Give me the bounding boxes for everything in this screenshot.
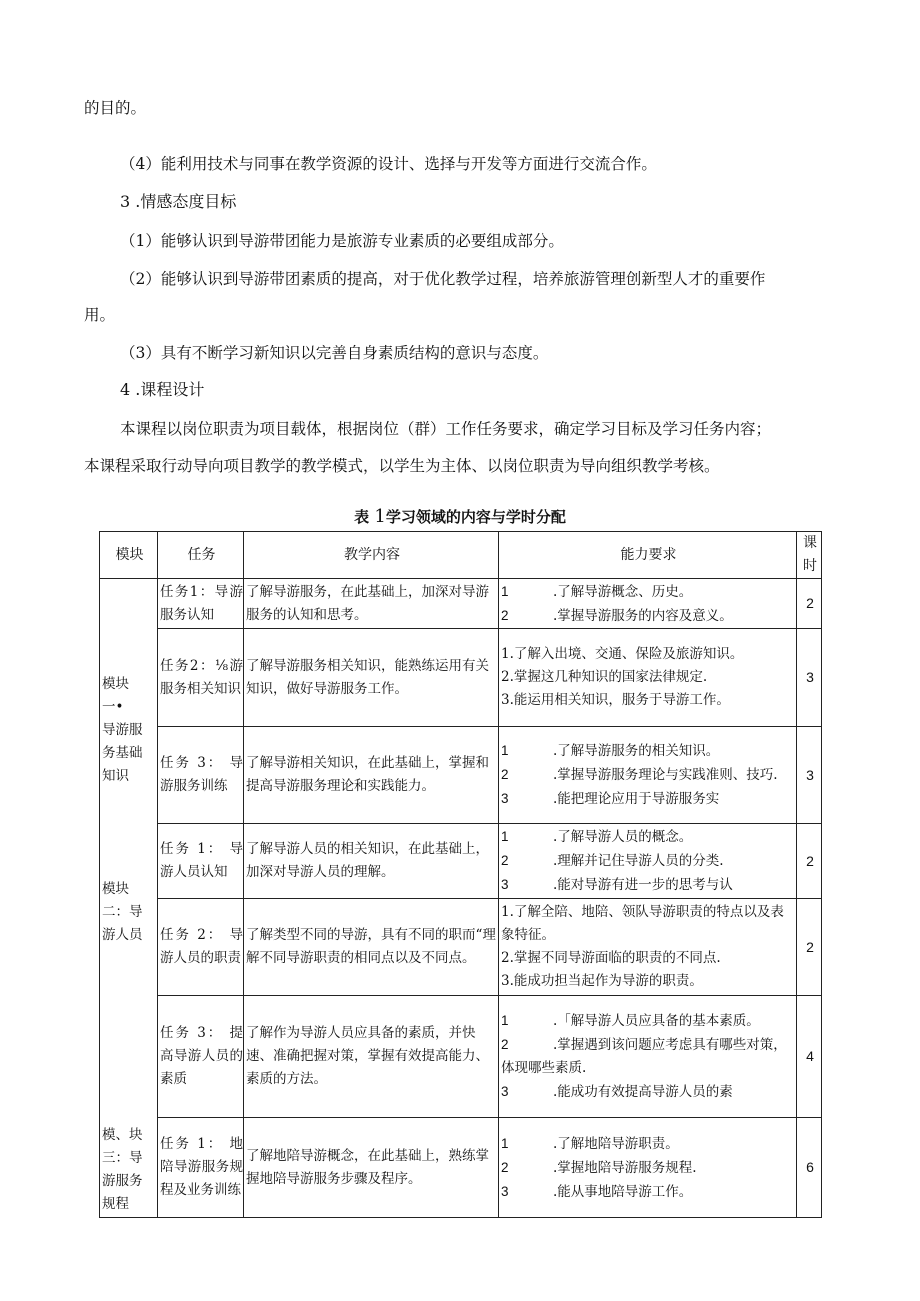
ability-cell — [499, 899, 797, 996]
paragraph-1: 的目的。 — [84, 99, 147, 117]
task-cell: 任务1：导游服务认知 — [158, 579, 244, 629]
content-cell: 了解导游人员的相关知识，在此基础上，加深对导游人员的理解。 — [244, 824, 499, 899]
section-heading-3: 3 .情感态度目标 — [120, 192, 237, 211]
hours-cell: 2 — [797, 899, 822, 996]
ability-cell — [499, 996, 797, 1118]
paragraph-4-cont: 用。 — [84, 306, 116, 324]
hours-cell: 2 — [797, 824, 822, 899]
header-ability: 能力要求 — [499, 532, 797, 579]
table-row — [100, 727, 822, 824]
ability-item: 1 .了解导游服务的相关知识。 — [501, 743, 720, 759]
hours-cell: 2 — [797, 579, 822, 629]
content-hours-table — [99, 531, 822, 1218]
module-cell — [100, 824, 158, 1118]
hours-cell: 3 — [797, 727, 822, 824]
table-row — [100, 1118, 822, 1218]
ability-item: 1 .了解导游概念、历史。 — [501, 583, 693, 600]
ability-item: 3.能成功担当起作为导游的职责。 — [501, 973, 703, 989]
table-header-row — [100, 532, 822, 579]
header-module: 模块 — [100, 532, 158, 579]
ability-item: 2.掌握这几种知识的国家法律规定. — [501, 669, 708, 685]
table-row — [100, 996, 822, 1118]
paragraph-6: 本课程以岗位职责为项目载体，根据岗位（群）工作任务要求，确定学习目标及学习任务内容； — [120, 420, 772, 438]
caption-prefix: 表 — [354, 508, 370, 526]
module-label: 模、块 三：导 游服务 规程 — [102, 1126, 143, 1212]
ability-item: 2 .掌握导游服务的内容及意义。 — [501, 607, 733, 624]
paragraph-2: （4）能利用技术与同事在教学资源的设计、选择与开发等方面进行交流合作。 — [120, 155, 657, 173]
hours-cell: 3 — [797, 629, 822, 727]
module-cell — [100, 579, 158, 824]
task-cell: 任务 3： 提高导游人员的素质 — [158, 996, 244, 1118]
table-row — [100, 899, 822, 996]
task-cell: 任务 1： 导游人员认知 — [158, 824, 244, 899]
ability-cell — [499, 727, 797, 824]
content-cell: 了解导游服务相关知识，能熟练运用有关知识，做好导游服务工作。 — [244, 629, 499, 727]
caption-number: 1 — [374, 506, 386, 527]
content-cell: 了解导游服务，在此基础上，加深对导游服务的认知和思考。 — [244, 579, 499, 629]
ability-item: 3.能运用相关知识，服务于导游工作。 — [501, 692, 730, 708]
ability-item: 1.了解入出境、交通、保险及旅游知识。 — [501, 646, 744, 662]
caption-text: 学习领域的内容与学时分配 — [385, 508, 566, 526]
hours-cell: 6 — [797, 1118, 822, 1218]
ability-item: 1 .了解导游人员的概念。 — [501, 829, 693, 845]
content-cell: 了解类型不同的导游，具有不同的职而“理解不同导游职责的相同点以及不同点。 — [244, 899, 499, 996]
content-cell: 了解导游相关知识，在此基础上，掌握和提高导游服务理论和实践能力。 — [244, 727, 499, 824]
table-row — [100, 824, 822, 899]
header-hours: 课时 — [797, 532, 822, 579]
paragraph-4: （2）能够认识到导游带团素质的提高，对于优化教学过程，培养旅游管理创新型人才的重要作 — [120, 270, 766, 288]
ability-item: 2 .掌握地陪导游服务规程. — [501, 1159, 697, 1176]
module-label: 模块 二：导 游人员 — [102, 880, 143, 943]
ability-cell — [499, 1118, 797, 1218]
ability-cell — [499, 629, 797, 727]
task-cell: 任务2：⅛游服务相关知识 — [158, 629, 244, 727]
module-cell — [100, 1118, 158, 1218]
ability-item: 2 .掌握导游服务理论与实践准则、技巧. — [501, 767, 778, 783]
ability-item: 1.了解全陪、地陪、领队导游职责的特点以及表象特征。 — [501, 904, 784, 943]
content-cell: 了解地陪导游概念，在此基础上，熟练掌握地陪导游服务步骤及程序。 — [244, 1118, 499, 1218]
table-row — [100, 629, 822, 727]
ability-item: 1 .「解导游人员应具备的基本素质。 — [501, 1013, 760, 1029]
ability-cell — [499, 579, 797, 629]
paragraph-3: （1）能够认识到导游带团能力是旅游专业素质的必要组成部分。 — [120, 232, 564, 250]
ability-item: 2 .理解并记住导游人员的分类. — [501, 853, 724, 869]
paragraph-7: 本课程采取行动导向项目教学的教学模式，以学生为主体、以岗位职责为导向组织教学考核。 — [84, 457, 720, 475]
task-cell: 任务 2： 导游人员的职责 — [158, 899, 244, 996]
ability-item: 2 .掌握遇到该问题应考虑具有哪些对策，体现哪些素质. — [501, 1037, 787, 1076]
ability-item: 1 .了解地陪导游职责。 — [501, 1135, 679, 1152]
header-content: 教学内容 — [244, 532, 499, 579]
ability-item: 2.掌握不同导游面临的职责的不同点. — [501, 950, 721, 966]
task-cell: 任务 3： 导游服务训练 — [158, 727, 244, 824]
ability-cell — [499, 824, 797, 899]
ability-item: 3 .能对导游有进一步的思考与认 — [501, 877, 733, 893]
table-row — [100, 579, 822, 629]
section-heading-4: 4 .课程设计 — [120, 380, 205, 399]
hours-cell: 4 — [797, 996, 822, 1118]
task-cell: 任务 1： 地陪导游服务规程及业务训练 — [158, 1118, 244, 1218]
ability-item: 3 .能把理论应用于导游服务实 — [501, 791, 720, 807]
module-label: 模块 一• 导游服 务基础 知识 — [102, 676, 143, 784]
table-caption — [0, 506, 920, 527]
ability-item: 3 .能从事地陪导游工作。 — [501, 1183, 693, 1200]
header-task: 任务 — [158, 532, 244, 579]
paragraph-5: （3）具有不断学习新知识以完善自身素质结构的意识与态度。 — [120, 344, 549, 362]
ability-item: 3 .能成功有效提高导游人员的素 — [501, 1084, 733, 1100]
content-cell: 了解作为导游人员应具备的素质，并快速、准确把握对策，掌握有效提高能力、素质的方法。 — [244, 996, 499, 1118]
